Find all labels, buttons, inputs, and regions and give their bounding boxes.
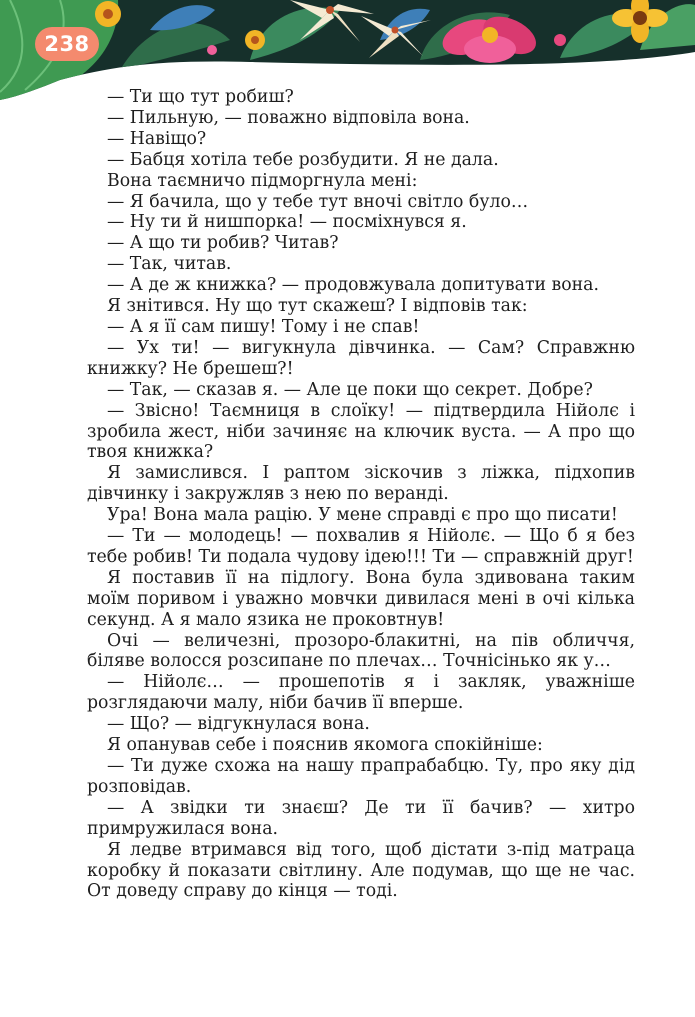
paragraph: — А де ж книжка? — продовжувала допитувати вона. (107, 275, 599, 296)
paragraph: — Так, читав. (107, 254, 232, 275)
paragraph: — Ну ти й нишпорка! — посміхнувся я. (107, 212, 467, 233)
paragraph: — Ти що тут робиш? (107, 87, 294, 107)
paragraph: Очі — величезні, прозоро-блакитні, на пів обличчя, біляве волосся розсипане по плечах… Точнісінько як у… (87, 630, 635, 672)
paragraph: — Нійолє… — прошепотів я і закляк, уважніше розглядаючи малу, ніби бачив її вперше. (87, 672, 635, 714)
paragraph: — Бабця хотіла тебе розбудити. Я не дала. (107, 149, 499, 170)
floral-header-banner (0, 0, 695, 100)
paragraph: — Так, — сказав я. — Але це поки що секрет. Добре? (107, 379, 593, 400)
paragraph: — А що ти робив? Читав? (107, 233, 339, 254)
paragraph: Я опанував себе і пояснив якомога спокійніше: (107, 735, 543, 756)
paragraph: Я знітився. Ну що тут скажеш? І відповів так: (107, 296, 528, 317)
page-number: 238 (35, 27, 99, 61)
flower-illustration (0, 0, 695, 100)
paragraph: Ура! Вона мала рацію. У мене справді є про що писати! (107, 505, 618, 526)
paragraph: Вона таємничо підморгнула мені: (107, 170, 418, 191)
paragraph: — Я бачила, що у тебе тут вночі світло було… (107, 191, 529, 212)
paragraph: — Що? — відгукнулася вона. (107, 714, 370, 735)
paragraph: Я ледве втримався від того, щоб дістати з-під матраца коробку й показати світлину. Але подумав, що ще не час. От доведу справу до кінця — тоді. (87, 839, 635, 902)
paragraph: Я замислився. І раптом зіскочив з ліжка, підхопив дівчинку і закружляв з нею по веранді. (87, 463, 635, 505)
paragraph: Я поставив її на підлогу. Вона була здивована таким моїм поривом і уважно мовчки дивилася мені в очі кілька секунд. А я мало язика не проковтнув! (87, 567, 635, 630)
paragraph: — Звісно! Таємниця в слоїку! — підтвердила Нійолє і зробила жест, ніби зачиняє на ключик вуста. — А про що твоя книжка? (87, 400, 635, 463)
paragraph: — Навіщо? (107, 128, 207, 149)
paragraph: — Ти дуже схожа на нашу прапрабабцю. Ту, про яку дід розповідав. (87, 756, 635, 797)
paragraph: — Ух ти! — вигукнула дівчинка. — Сам? Справжню книжку? Не брешеш?! (87, 337, 635, 379)
story-text (87, 87, 635, 902)
paragraph: — Пильную, — поважно відповіла вона. (107, 107, 470, 128)
paragraph: — Ти — молодець! — похвалив я Нійолє. — Що б я без тебе робив! Ти подала чудову ідею!!! Ти — справжній друг! (87, 526, 635, 567)
paragraph: — А я її сам пишу! Тому і не спав! (107, 316, 420, 337)
paragraph: — А звідки ти знаєш? Де ти її бачив? — хитро примружилася вона. (87, 797, 635, 839)
